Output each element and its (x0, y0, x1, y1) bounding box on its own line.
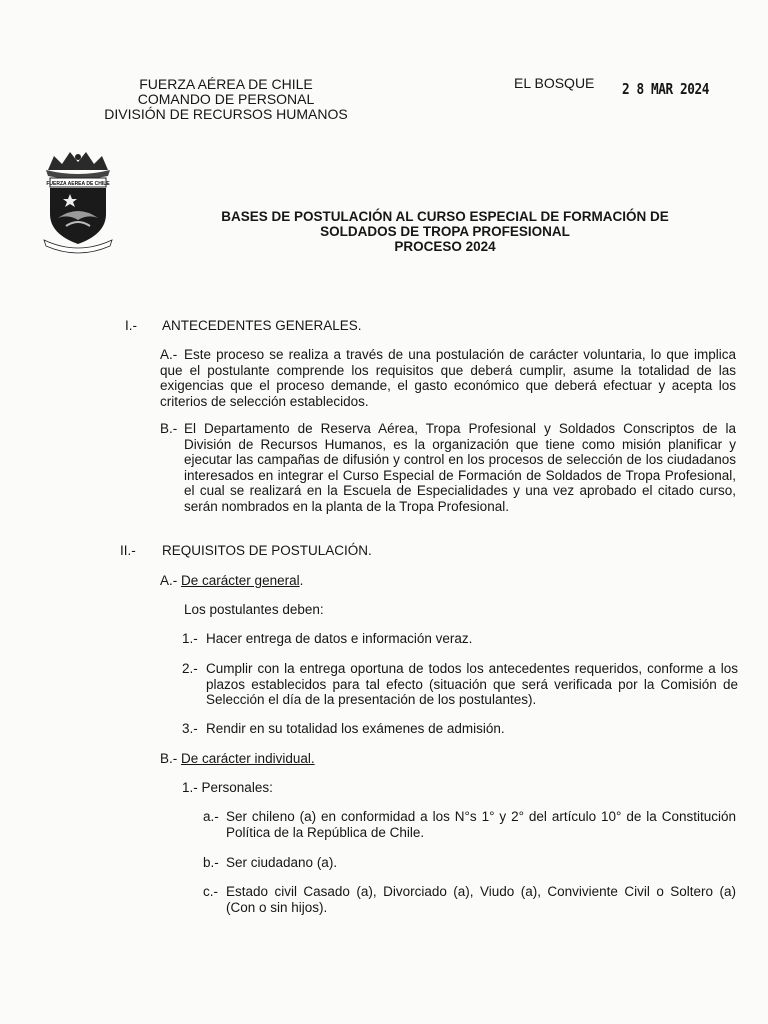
subsection-title: De carácter individual. (181, 751, 315, 766)
document-title (180, 209, 710, 254)
subsection-b-heading (160, 751, 315, 767)
date-stamp: 2 8 MAR 2024 (622, 80, 710, 98)
title-line-3: PROCESO 2024 (394, 239, 496, 254)
personal-item-b (203, 855, 736, 871)
issuer-line-3: DIVISIÓN DE RECURSOS HUMANOS (104, 106, 348, 122)
issuer-block (86, 77, 366, 122)
item-marker: 1.- (182, 631, 198, 646)
section-1-number: I.- (125, 318, 137, 333)
section-2-number: II.- (120, 543, 136, 558)
issuer-line-2: COMANDO DE PERSONAL (137, 91, 315, 107)
item-text: Rendir en su totalidad los exámenes de admisión. (206, 721, 505, 736)
personal-item-c (203, 884, 736, 915)
personal-requirements-heading (182, 780, 273, 796)
item-marker: b.- (203, 855, 219, 870)
section-2-heading: REQUISITOS DE POSTULACIÓN. (162, 543, 372, 558)
subsection-marker: B.- (160, 751, 178, 766)
title-line-1: BASES DE POSTULACIÓN AL CURSO ESPECIAL DE FORMACIÓN DE (221, 209, 669, 224)
requirements-intro: Los postulantes deben: (184, 602, 324, 617)
section-1-heading: ANTECEDENTES GENERALES. (162, 318, 362, 333)
place-name: EL BOSQUE (514, 75, 595, 91)
personal-item-a (203, 809, 736, 840)
item-text: Ser chileno (a) en conformidad a los N°s 1° y 2° del artículo 10° de la Constitución Política de la República de Chile. (226, 809, 736, 840)
item-text: Hacer entrega de datos e información veraz. (206, 631, 473, 646)
sub-title: Personales: (201, 780, 273, 795)
item-text: Estado civil Casado (a), Divorciado (a), Viudo (a), Conviviente Civil o Soltero (a) (Con o sin hijos). (226, 884, 736, 915)
requirement-item-3 (182, 721, 738, 737)
subsection-a-heading (160, 573, 303, 589)
subsection-title: De carácter general (181, 573, 300, 588)
requirement-item-1 (182, 631, 738, 647)
item-marker: c.- (203, 884, 218, 899)
section-1-item-a (160, 347, 736, 409)
item-marker: B.- (160, 421, 178, 436)
svg-text:FUERZA AEREA DE CHILE: FUERZA AEREA DE CHILE (46, 181, 110, 187)
subsection-title-end: . (299, 573, 304, 588)
issuer-line-1: FUERZA AÉREA DE CHILE (139, 76, 313, 92)
item-text: Ser ciudadano (a). (226, 855, 338, 870)
item-marker: A.- (160, 347, 178, 362)
item-text: El Departamento de Reserva Aérea, Tropa Profesional y Soldados Conscriptos de la División de Recursos Humanos, es la organización que tiene como misión planificar y ejecutar las campañas de difusión y control en los procesos de selección de los ciudadanos interesados en integrar el Curso Especial de Formación de Soldados de Tropa Profesional, el cual se realizará en la Escuela de Especialidades y una vez aprobado el citado curso, serán nombrados en la planta de la Tropa Profesional. (184, 421, 736, 514)
section-1-item-b (160, 421, 736, 514)
air-force-emblem-icon (40, 148, 116, 254)
subsection-marker: A.- (160, 573, 178, 588)
item-marker: a.- (203, 809, 219, 824)
item-marker: 3.- (182, 721, 198, 736)
item-text: Cumplir con la entrega oportuna de todos los antecedentes requeridos, conforme a los plazos establecidos para tal efecto (situación que será verificada por la Comisión de Selección el día de la presentación de los postulantes). (206, 661, 738, 707)
item-marker: 2.- (182, 661, 198, 676)
title-line-2: SOLDADOS DE TROPA PROFESIONAL (320, 224, 570, 239)
requirement-item-2 (182, 661, 738, 708)
sub-marker: 1.- (182, 780, 198, 795)
item-text: Este proceso se realiza a través de una postulación de carácter voluntaria, lo que implica que el postulante comprende los requisitos que deberá cumplir, asume la totalidad de las exigencias que el proceso demande, el gasto económico que deberá efectuar y acepta los criterios de selección establecidos. (160, 347, 736, 409)
